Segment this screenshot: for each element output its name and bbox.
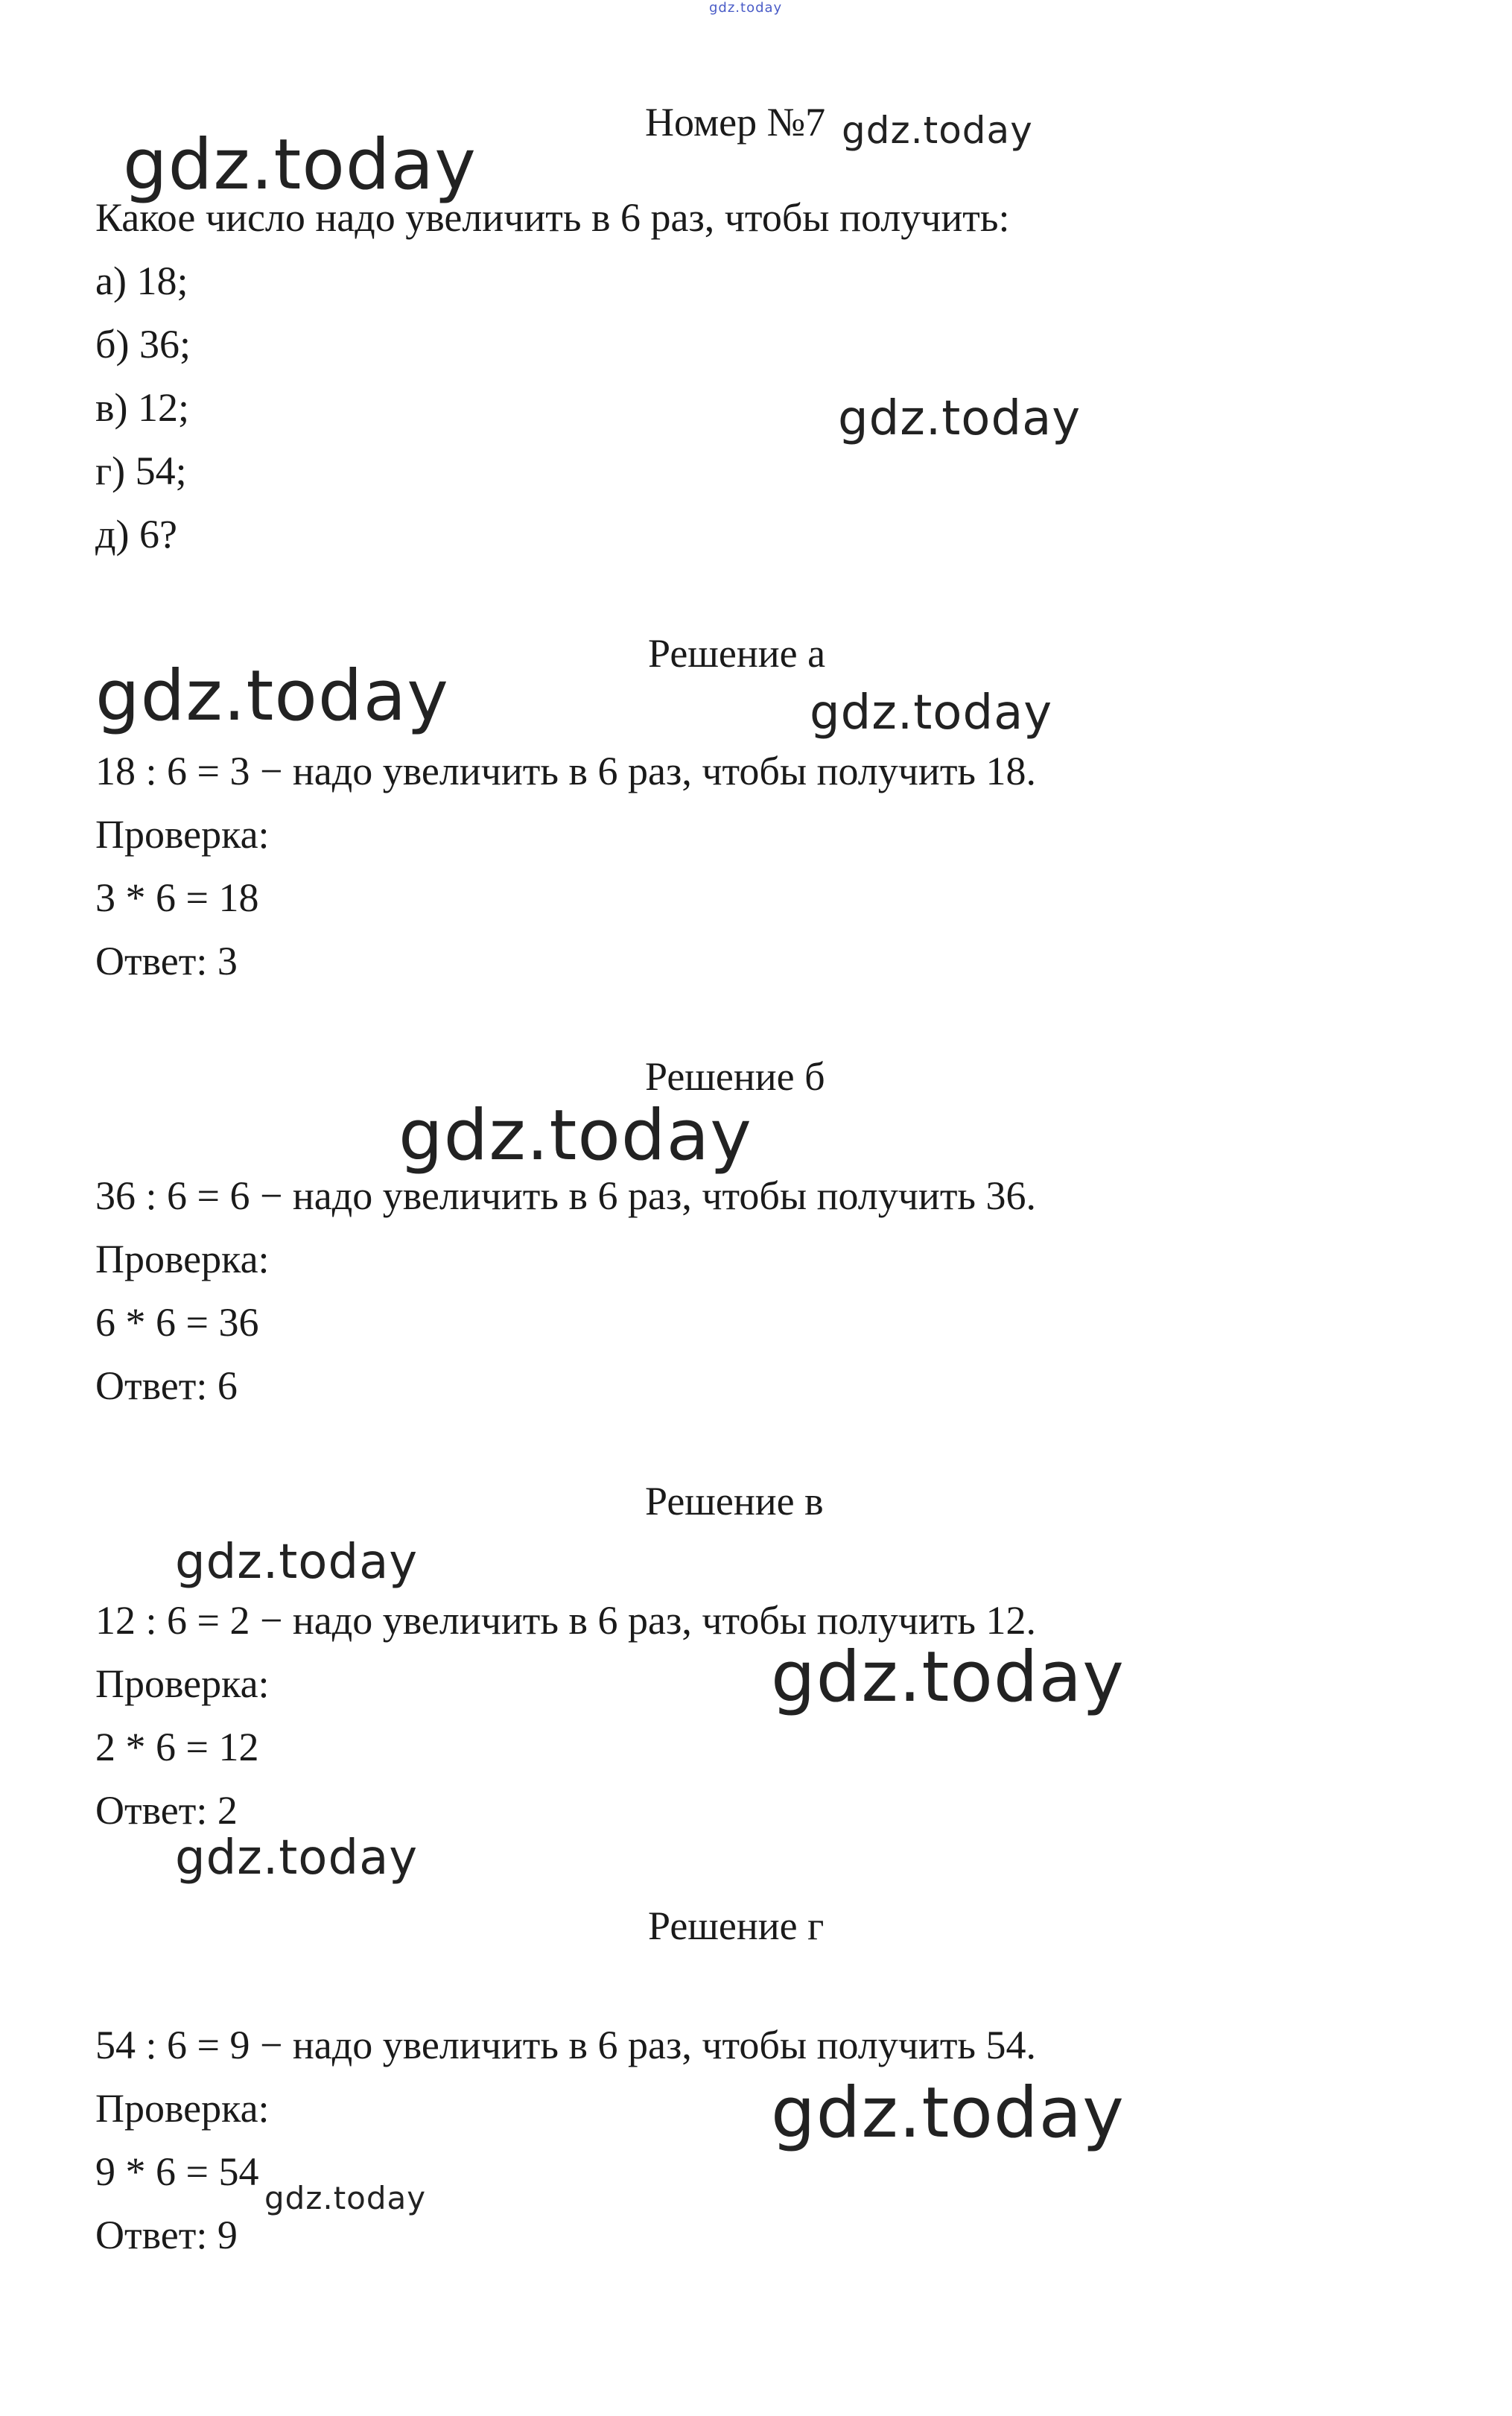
solution-heading: Решение в [645,1479,824,1524]
answer-text: Ответ: 9 [95,2213,238,2257]
solution-equation: 36 : 6 = 6 − надо увеличить в 6 раз, чтобы получить 36. [95,1173,1037,1218]
answer-text: Ответ: 2 [95,1788,238,1833]
watermark: gdz.today [264,2180,427,2216]
solution-equation: 12 : 6 = 2 − надо увеличить в 6 раз, чтобы получить 12. [95,1598,1037,1643]
option-item: д) 6? [95,512,177,557]
check-expression: 9 * 6 = 54 [95,2149,259,2194]
check-expression: 3 * 6 = 18 [95,875,259,920]
page-title: Номер №7 [645,100,826,145]
option-item: в) 12; [95,385,189,430]
check-expression: 6 * 6 = 36 [95,1300,259,1345]
check-label: Проверка: [95,812,270,857]
option-item: б) 36; [95,322,191,367]
watermark: gdz.today [123,124,477,206]
option-item: г) 54; [95,448,187,493]
watermark: gdz.today [771,2073,1125,2154]
watermark: gdz.today [175,1535,419,1590]
solution-heading: Решение а [648,631,826,676]
answer-text: Ответ: 6 [95,1363,238,1408]
question-text: Какое число надо увеличить в 6 раз, чтобы получить: [95,195,1010,240]
watermark: gdz.today [175,1830,419,1886]
watermark: gdz.today [810,685,1053,741]
solution-heading: Решение б [645,1054,825,1099]
check-label: Проверка: [95,2086,270,2131]
solution-equation: 18 : 6 = 3 − надо увеличить в 6 раз, чтобы получить 18. [95,749,1037,793]
check-label: Проверка: [95,1661,270,1706]
watermark-top: gdz.today [709,0,783,16]
watermark: gdz.today [771,1637,1125,1718]
watermark: gdz.today [95,656,449,737]
watermark: gdz.today [398,1095,752,1176]
check-label: Проверка: [95,1237,270,1281]
watermark: gdz.today [838,391,1081,446]
solution-heading: Решение г [648,1903,825,1948]
solution-equation: 54 : 6 = 9 − надо увеличить в 6 раз, чтобы получить 54. [95,2023,1037,2067]
check-expression: 2 * 6 = 12 [95,1725,259,1769]
option-item: а) 18; [95,259,188,303]
answer-text: Ответ: 3 [95,939,238,983]
watermark: gdz.today [842,109,1033,152]
